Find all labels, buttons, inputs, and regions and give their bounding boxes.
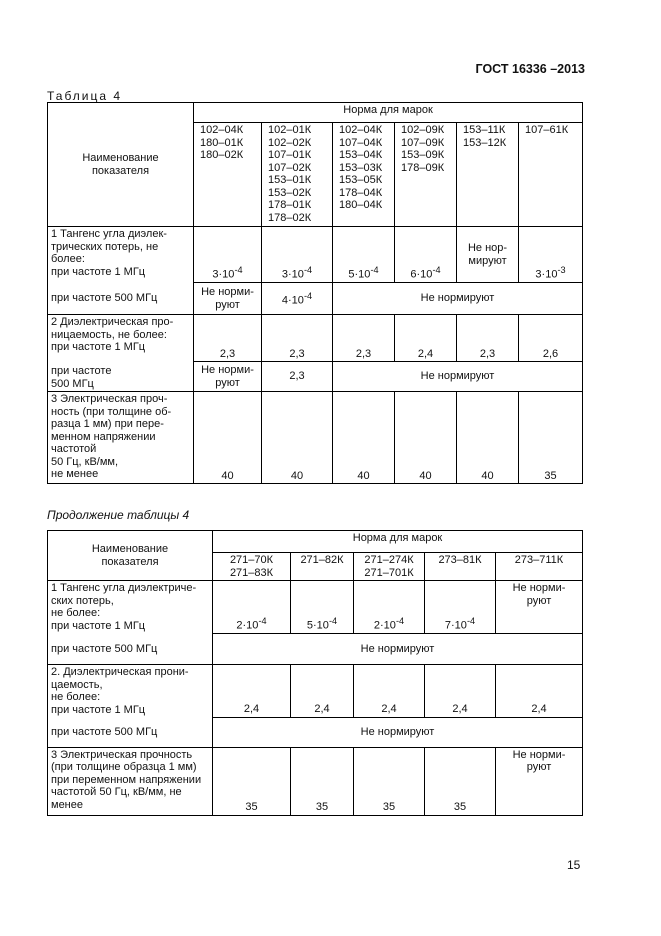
row-label: 1 Тангенс угла диэлек- трических потерь, не более: при частоте 1 МГц: [48, 227, 194, 283]
grade-norm-header: Норма для марок: [213, 531, 583, 553]
row-label: при частоте 500 МГц: [48, 283, 194, 315]
value-cell: $6\cdot 10^{-4}$: [395, 227, 457, 283]
value-cell: 40: [262, 392, 333, 484]
value-cell: 40: [395, 392, 457, 484]
grade-column-header: 102–04К 180–01К 180–02К: [194, 123, 262, 227]
value-cell: 40: [457, 392, 519, 484]
value-cell: Не норми- руют: [496, 747, 583, 815]
value-cell: $2\cdot 10^{-4}$: [213, 581, 291, 634]
value-cell: 35: [354, 747, 425, 815]
value-cell: 2,4: [496, 665, 583, 718]
value-cell: $2\cdot 10^{-4}$: [354, 581, 425, 634]
value-cell: $5\cdot 10^{-4}$: [333, 227, 395, 283]
value-cell: 2,4: [395, 315, 457, 362]
standard-header: ГОСТ 16336 –2013: [475, 62, 585, 76]
value-cell: 2,3: [194, 315, 262, 362]
value-cell: 2,3: [262, 315, 333, 362]
row-label: 3 Электрическая проч- ность (при толщине об- разца 1 мм) при пере- менном напряжении частотой 50 Гц, кВ/мм, не менее: [48, 392, 194, 484]
value-cell: $3\cdot 10^{-4}$: [194, 227, 262, 283]
indicator-name-header: Наименование показателя: [48, 531, 213, 581]
value-cell: 35: [213, 747, 291, 815]
value-cell: 40: [194, 392, 262, 484]
value-cell: Не норми- руют: [194, 362, 262, 392]
value-cell: $3\cdot 10^{-4}$: [262, 227, 333, 283]
row-label: 3 Электрическая прочность (при толщине образца 1 мм) при переменном напряжении частотой 50 Гц, кВ/мм, не менее: [48, 747, 213, 815]
value-cell: 2,3: [457, 315, 519, 362]
not-standardized-cell: Не нормируют: [333, 283, 583, 315]
grade-column-header: 153–11К 153–12К: [457, 123, 519, 227]
value-cell: 35: [425, 747, 496, 815]
value-cell: 2,4: [291, 665, 354, 718]
row-label: 1 Тангенс угла диэлектриче- ских потерь, не более: при частоте 1 МГц: [48, 581, 213, 634]
grade-column-header: 107–61К: [519, 123, 583, 227]
row-label: при частоте 500 МГц: [48, 362, 194, 392]
value-cell: Не норми- руют: [194, 283, 262, 315]
row-label: 2 Диэлектрическая про- ницаемость, не более: при частоте 1 МГц: [48, 315, 194, 362]
not-standardized-cell: Не нормируют: [333, 362, 583, 392]
table-4-continued: [47, 530, 583, 816]
value-cell: 35: [519, 392, 583, 484]
value-cell: $7\cdot 10^{-4}$: [425, 581, 496, 634]
page-number: 15: [567, 858, 581, 872]
value-cell: 2,4: [354, 665, 425, 718]
table-continuation-caption: Продолжение таблицы 4: [47, 508, 190, 522]
value-cell: 40: [333, 392, 395, 484]
grade-column-header: 271–82К: [291, 553, 354, 581]
table-caption: Таблица 4: [47, 89, 123, 103]
value-cell: 2,3: [333, 315, 395, 362]
row-label: при частоте 500 МГц: [48, 717, 213, 747]
value-cell: Не норми- руют: [496, 581, 583, 634]
value-cell: $3\cdot 10^{-3}$: [519, 227, 583, 283]
value-cell: 2,6: [519, 315, 583, 362]
value-cell: 2,4: [425, 665, 496, 718]
grade-column-header: 102–09К 107–09К 153–09К 178–09К: [395, 123, 457, 227]
grade-column-header: 271–70К 271–83К: [213, 553, 291, 581]
value-cell: 35: [291, 747, 354, 815]
grade-column-header: 102–01К 102–02К 107–01К 107–02К 153–01К 153–02К 178–01К 178–02К: [262, 123, 333, 227]
value-cell: Не нор- мируют: [457, 227, 519, 283]
grade-column-header: 273–711К: [496, 553, 583, 581]
indicator-name-header: Наименование показателя: [48, 103, 194, 227]
value-cell: 2,3: [262, 362, 333, 392]
grade-norm-header: Норма для марок: [194, 103, 583, 123]
grade-column-header: 273–81К: [425, 553, 496, 581]
value-cell: $5\cdot 10^{-4}$: [291, 581, 354, 634]
not-standardized-cell: Не нормируют: [213, 717, 583, 747]
grade-column-header: 102–04К 107–04К 153–04К 153–03К 153–05К 178–04К 180–04К: [333, 123, 395, 227]
value-cell: 2,4: [213, 665, 291, 718]
table-4: [47, 102, 583, 484]
row-label: 2. Диэлектрическая прони- цаемость, не более: при частоте 1 МГц: [48, 665, 213, 718]
grade-column-header: 271–274К 271–701К: [354, 553, 425, 581]
row-label: при частоте 500 МГц: [48, 634, 213, 665]
value-cell: $4\cdot 10^{-4}$: [262, 283, 333, 315]
not-standardized-cell: Не нормируют: [213, 634, 583, 665]
